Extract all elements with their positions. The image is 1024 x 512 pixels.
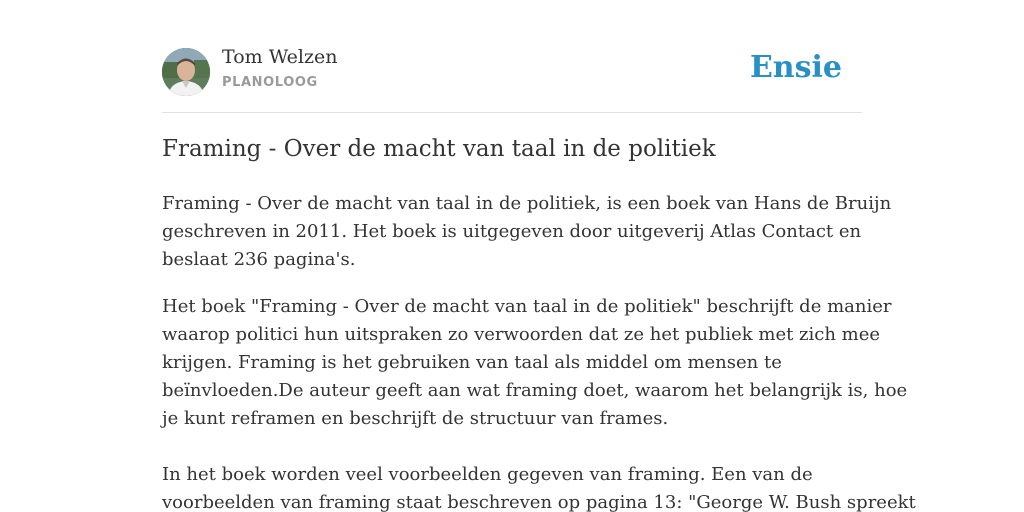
paragraph-line: beïnvloeden.De auteur geeft aan wat framing doet, waarom het belangrijk is, hoe (162, 380, 908, 401)
paragraph-line: waarop politici hun uitspraken zo verwoorden dat ze het publiek met zich mee (162, 324, 881, 345)
paragraph-line: je kunt reframen en beschrijft de structuur van frames. (162, 408, 669, 429)
paragraph-line: voorbeelden van framing staat beschreven op pagina 13: "George W. Bush spreekt (162, 492, 916, 512)
article-page (162, 0, 916, 512)
paragraph-line: krijgen. Framing is het gebruiken van taal als middel om mensen te (162, 352, 782, 373)
article-paragraph-1 (162, 190, 892, 274)
avatar-photo-icon (162, 48, 210, 96)
paragraph-line: In het boek worden veel voorbeelden gegeven van framing. Een van de (162, 464, 813, 485)
paragraph-line: geschreven in 2011. Het boek is uitgegeven door uitgeverij Atlas Contact en (162, 221, 862, 242)
article-header (162, 0, 862, 113)
article-paragraph-2 (162, 293, 908, 433)
paragraph-line: beslaat 236 pagina's. (162, 249, 356, 270)
brand-logo[interactable]: Ensie (749, 50, 842, 85)
author-name[interactable]: Tom Welzen (222, 46, 338, 68)
article-paragraph-3 (162, 461, 916, 512)
paragraph-line: Het boek "Framing - Over de macht van taal in de politiek" beschrijft de manier (162, 296, 892, 317)
author-avatar[interactable] (162, 48, 210, 96)
article-title: Framing - Over de macht van taal in de politiek (162, 136, 716, 162)
paragraph-line: Framing - Over de macht van taal in de politiek, is een boek van Hans de Bruijn (162, 193, 892, 214)
author-role: PLANOLOOG (222, 75, 318, 90)
